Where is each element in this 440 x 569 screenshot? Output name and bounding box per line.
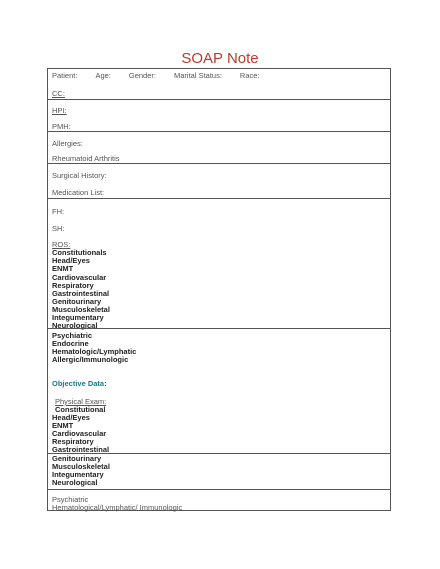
pe-item: Musculoskeletal	[52, 462, 110, 471]
patient-label: Patient:	[52, 71, 78, 80]
ros-item: Endocrine	[52, 339, 89, 348]
ros-item: Head/Eyes	[52, 256, 90, 265]
ros-item: Genitourinary	[52, 297, 102, 306]
surgical-history-label: Surgical History:	[52, 171, 107, 180]
ros-item: Cardiovascular	[52, 273, 107, 282]
pe-item: Genitourinary	[52, 454, 102, 463]
pe-item: Cardiovascular	[52, 429, 107, 438]
allergies-label: Allergies:	[52, 139, 83, 148]
pmh-label: PMH:	[52, 122, 71, 131]
pe-item: Gastrointestinal	[52, 445, 110, 454]
ros-item: ENMT	[52, 264, 74, 273]
demographics-row	[52, 71, 278, 80]
soap-form	[47, 68, 391, 511]
ros-item: Gastrointestinal	[52, 289, 110, 298]
page-title: SOAP Note	[181, 50, 259, 67]
pe-item: Respiratory	[52, 437, 94, 446]
ros-item: Psychiatric	[52, 331, 93, 340]
sh-label: SH:	[52, 224, 65, 233]
medication-list-label: Medication List:	[52, 188, 105, 197]
pe-item: Psychiatric	[52, 495, 89, 504]
objective-section	[48, 328, 390, 453]
pe-item: ENMT	[52, 421, 74, 430]
allergies-section	[48, 131, 390, 163]
ros-item: Neurological	[52, 321, 98, 330]
ros-item: Allergic/Immunologic	[52, 355, 129, 364]
fh-label: FH:	[52, 207, 65, 216]
pe-item: Constitutional	[55, 405, 106, 414]
pe-item: Integumentary	[52, 470, 104, 479]
race-label: Race:	[239, 71, 260, 80]
pe-item: Hematological/Lymphatic/ Immunologic	[52, 503, 183, 512]
exam-section-2	[48, 453, 390, 489]
gender-label: Gender:	[128, 71, 156, 80]
ros-label: ROS:	[52, 240, 71, 249]
cc-label: CC:	[52, 89, 65, 98]
marital-status-label: Marital Status:	[173, 71, 222, 80]
objective-data-heading: Objective Data:	[52, 379, 107, 388]
ros-item: Constitutionals	[52, 248, 107, 257]
pe-item: Neurological	[52, 478, 98, 487]
ros-item: Integumentary	[52, 313, 104, 322]
history-section	[48, 163, 390, 198]
ros-section	[48, 198, 390, 328]
pe-item: Head/Eyes	[52, 413, 90, 422]
header-section	[48, 69, 390, 99]
hpi-section	[48, 99, 390, 131]
ros-item: Hematologic/Lymphatic	[52, 347, 137, 356]
rheumatoid-label: Rheumatoid Arthritis	[52, 154, 120, 163]
ros-item: Musculoskeletal	[52, 305, 110, 314]
ros-item: Respiratory	[52, 281, 94, 290]
exam-section-3	[48, 489, 390, 512]
physical-exam-label: Physical Exam:	[55, 397, 107, 406]
age-label: Age:	[95, 71, 111, 80]
hpi-label: HPI:	[52, 106, 67, 115]
